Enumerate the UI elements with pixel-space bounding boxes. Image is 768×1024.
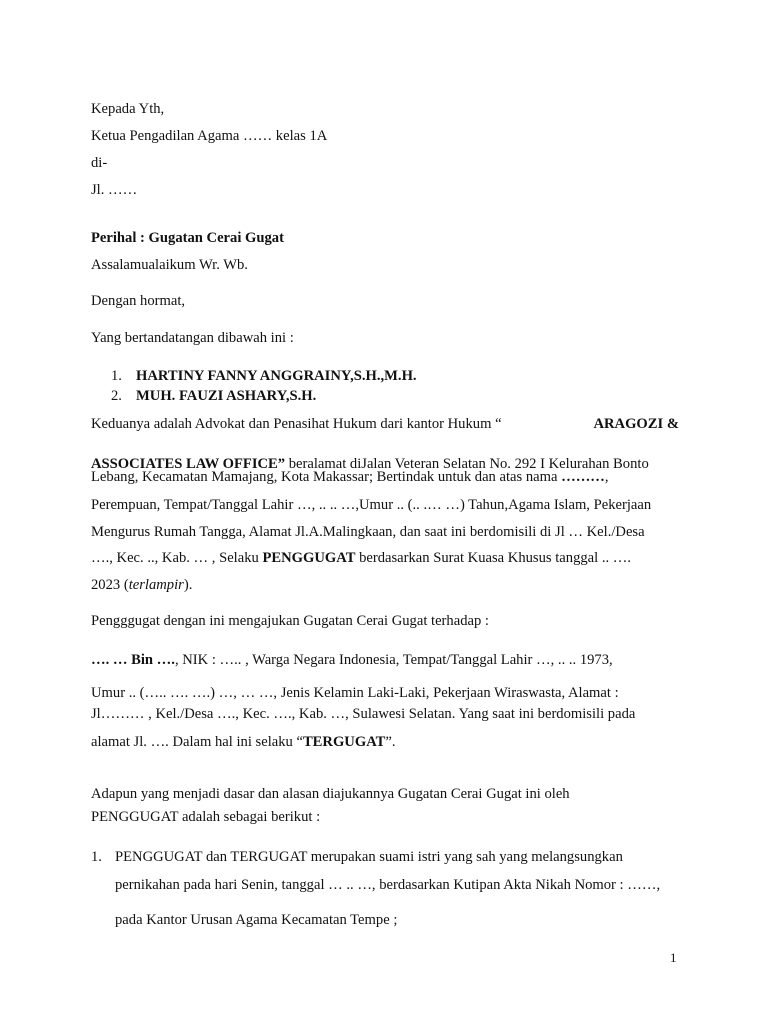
defendant-name-placeholder: …. … Bin ….	[91, 652, 175, 668]
para1-line-5: Mengurus Rumah Tangga, Alamat Jl.A.Malingkaan, dan saat ini berdomisili di Jl … Kel./Desa	[91, 524, 645, 540]
point-number: 1.	[91, 849, 102, 865]
plaintiff-label: PENGGUGAT	[262, 550, 356, 566]
para1-text: ).	[183, 577, 193, 593]
para1-text: Keduanya adalah Advokat dan Penasihat Hukum dari kantor Hukum “	[91, 416, 502, 432]
point-1-line-1: PENGGUGAT dan TERGUGAT merupakan suami istri yang sah yang melangsungkan	[115, 849, 623, 865]
attached-label: terlampir	[128, 577, 184, 593]
address-line-1: Kepada Yth,	[91, 101, 165, 117]
para3-line-1: Adapun yang menjadi dasar dan alasan diajukannya Gugatan Cerai Gugat ini oleh	[91, 786, 570, 802]
intro-line: Yang bertandatangan dibawah ini :	[91, 330, 294, 346]
signer-number: 2.	[111, 388, 122, 404]
defendant-text: ”.	[385, 734, 396, 750]
defendant-line-4	[91, 734, 396, 751]
para1-line-1	[91, 416, 679, 433]
point-1-line-3: pada Kantor Urusan Agama Kecamatan Tempe ;	[115, 912, 398, 928]
defendant-line-2: Umur .. (….. …. ….) …, … …, Jenis Kelamin Laki-Laki, Pekerjaan Wiraswasta, Alamat :	[91, 685, 619, 701]
point-1-line-2: pernikahan pada hari Senin, tanggal … .. …, berdasarkan Kutipan Akta Nikah Nomor : ……,	[115, 877, 661, 893]
page-number: 1	[670, 950, 677, 965]
defendant-text: alamat Jl. …. Dalam hal ini selaku “	[91, 734, 303, 750]
defendant-line-3: Jl……… , Kel./Desa …., Kec. …., Kab. …, Sulawesi Selatan. Yang saat ini berdomisili pada	[91, 706, 636, 722]
para1-text: 2023 (	[91, 577, 129, 593]
para1-text: ,	[604, 469, 609, 485]
salutation: Dengan hormat,	[91, 293, 186, 309]
para1-line-4: Perempuan, Tempat/Tanggal Lahir …, .. .. …,Umur .. (.. .… …) Tahun,Agama Islam, Pekerjaan	[91, 497, 652, 513]
defendant-label: TERGUGAT	[302, 734, 386, 750]
defendant-text: , NIK : ….. , Warga Negara Indonesia, Tempat/Tanggal Lahir …, .. .. 1973,	[174, 652, 613, 668]
defendant-line-1	[91, 652, 613, 669]
signer-name: MUH. FAUZI ASHARY,S.H.	[136, 388, 317, 404]
address-line-2: Ketua Pengadilan Agama …… kelas 1A	[91, 128, 328, 144]
firm-name-part1: ARAGOZI &	[593, 416, 679, 432]
para1-text: …., Kec. .., Kab. … , Selaku	[91, 550, 263, 566]
address-line-4: Jl. ……	[91, 182, 138, 198]
para3-line-2: PENGGUGAT adalah sebagai berikut :	[91, 809, 321, 825]
para1-line-7	[91, 577, 192, 594]
para2-line: Pengggugat dengan ini mengajukan Gugatan Cerai Gugat terhadap :	[91, 613, 489, 629]
firm-name-part2: ASSOCIATES LAW OFFICE”	[91, 456, 286, 472]
para1-line-6	[91, 550, 631, 567]
para1-text: Lebang, Kecamatan Mamajang, Kota Makassar; Bertindak untuk dan atas nama	[91, 469, 562, 485]
subject-line: Perihal : Gugatan Cerai Gugat	[91, 230, 284, 246]
signer-number: 1.	[111, 368, 122, 384]
client-name-placeholder: ………	[561, 469, 605, 485]
para1-text: beralamat diJalan Veteran Selatan No. 292 I Kelurahan Bonto	[285, 456, 649, 472]
address-line-3: di-	[91, 155, 108, 171]
para1-text: berdasarkan Surat Kuasa Khusus tanggal .. ….	[355, 550, 632, 566]
para1-line-3	[91, 469, 609, 486]
signer-name: HARTINY FANNY ANGGRAINY,S.H.,M.H.	[136, 368, 417, 384]
greeting: Assalamualaikum Wr. Wb.	[91, 257, 248, 273]
